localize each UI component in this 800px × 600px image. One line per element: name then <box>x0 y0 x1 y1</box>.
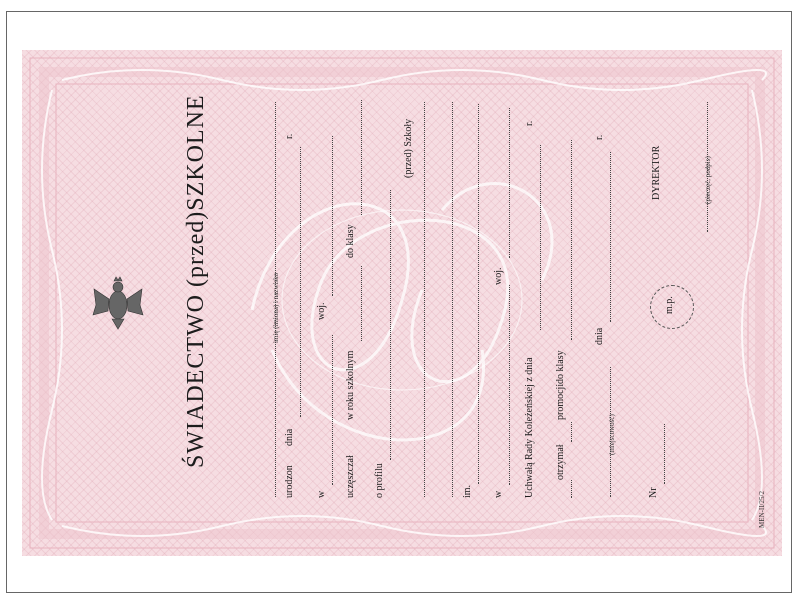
school-place-label: w <box>493 490 504 498</box>
school-name-field[interactable] <box>412 102 430 497</box>
signature-caption: (pieczęć, podpis) <box>704 156 712 204</box>
issue-year-suffix: r. <box>594 134 605 140</box>
name-caption: imię (imiona) i nazwisko <box>272 272 280 343</box>
eagle-emblem-icon <box>90 275 146 331</box>
date-day-label: dnia <box>594 327 605 345</box>
certificate-title: ŚWIADECTWO (przed)SZKOLNE <box>183 94 209 468</box>
day-label: dnia <box>284 428 295 446</box>
promotion-class-field[interactable] <box>559 140 577 340</box>
birthplace-label: w <box>316 490 327 498</box>
resolution-year-suffix: r. <box>524 120 535 126</box>
director-label: DYREKTOR <box>651 145 662 200</box>
issue-date-field[interactable] <box>598 152 616 322</box>
resolution-date-field[interactable] <box>528 145 546 330</box>
school-voivodeship-field[interactable] <box>497 108 515 258</box>
seal-label: m.p. <box>664 296 675 314</box>
form-code: MEN-II/25/2 <box>758 491 766 528</box>
born-date-field[interactable] <box>288 147 306 417</box>
number-label: Nr <box>648 487 659 498</box>
patron-label: im. <box>462 484 473 498</box>
attended-label: uczęszczał <box>345 455 356 498</box>
voivodeship-field[interactable] <box>320 136 338 296</box>
school-year-label: w roku szkolnym <box>345 350 356 420</box>
profile-label: o profilu <box>374 463 385 498</box>
born-year-suffix: r. <box>284 133 295 139</box>
resolution-label: Uchwałą Rady Koleżeńskiej z dnia <box>524 357 535 498</box>
birthplace-field[interactable] <box>320 335 338 485</box>
school-voivodeship-label: woj. <box>493 267 504 285</box>
school-year-field[interactable] <box>349 266 367 341</box>
voivodeship-label: woj. <box>316 302 327 320</box>
to-class2-label: do klasy <box>555 350 566 384</box>
to-class-label: do klasy <box>345 224 356 258</box>
number-field[interactable] <box>652 424 670 484</box>
received-field[interactable] <box>559 480 577 498</box>
school-label: (przed) Szkoły <box>403 118 414 178</box>
born-label: urodzon <box>284 465 295 498</box>
promotion-label: promocji <box>555 383 566 420</box>
place-caption: (miejscowość) <box>608 414 616 455</box>
received-label: otrzymał <box>555 444 566 480</box>
school-place-field[interactable] <box>497 285 515 485</box>
school-extra-field[interactable] <box>440 102 458 497</box>
profile-field[interactable] <box>378 190 396 460</box>
promotion-field[interactable] <box>559 422 577 442</box>
class-field[interactable] <box>349 100 367 215</box>
patron-field[interactable] <box>466 104 484 484</box>
